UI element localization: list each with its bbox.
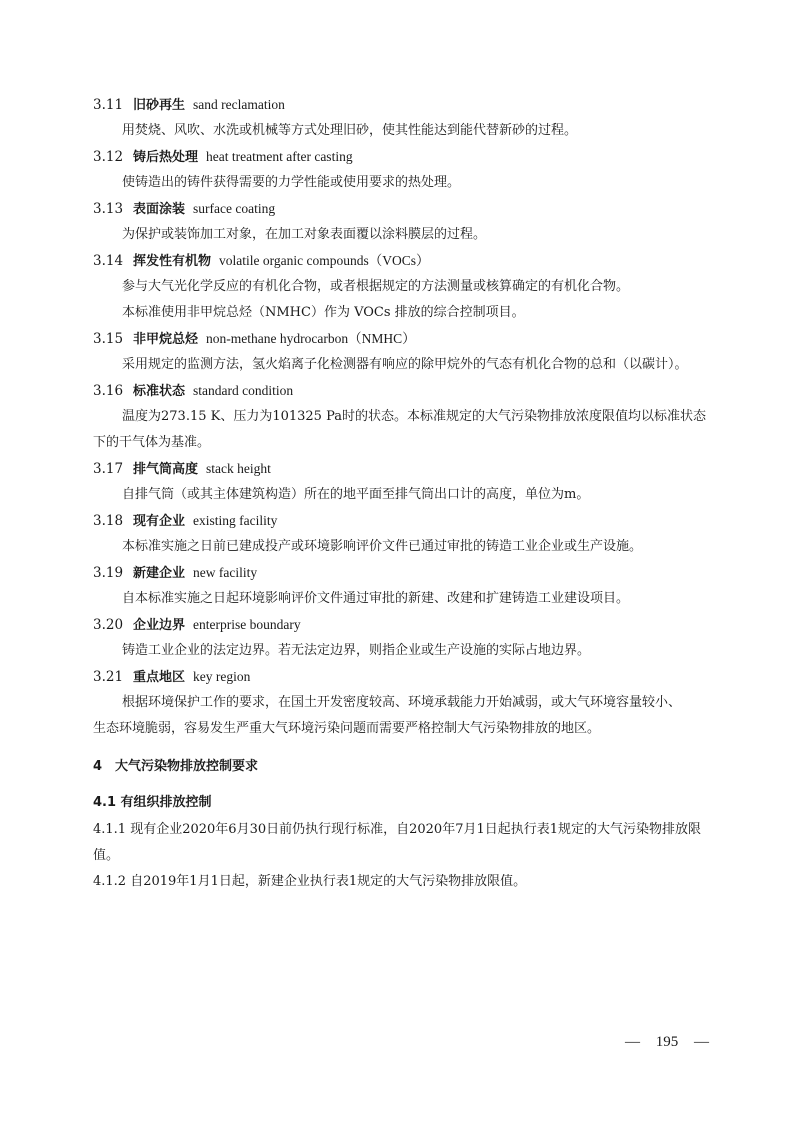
page-number: 195 [655,1034,679,1050]
term-heading [93,512,277,531]
term-chinese: 非甲烷总烃 [133,332,199,347]
paragraph-4-1-2: 4.1.2 自2019年1月1日起，新建企业执行表1规定的大气污染物排放限值。 [93,874,527,889]
term-english: standard condition [193,383,294,398]
page-footer [625,1034,709,1051]
term-heading [93,460,271,479]
term-definition-continuation: 下的干气体为基准。 [93,435,211,450]
term-heading [93,564,257,583]
term-english: volatile organic compounds（VOCs） [219,253,430,268]
term-definition: 采用规定的监测方法，氢火焰离子化检测器有响应的除甲烷外的气态有机化合物的总和（以碳计）。 [122,357,688,372]
footer-dash-left: — [625,1034,640,1050]
subsection-heading: 4.1 有组织排放控制 [93,795,212,810]
term-number: 3.16 [93,383,124,399]
term-chinese: 新建企业 [133,566,186,581]
term-definition: 本标准实施之日前已建成投产或环境影响评价文件已通过审批的铸造工业企业或生产设施。 [122,539,643,554]
term-english: existing facility [193,513,278,528]
term-definition: 根据环境保护工作的要求，在国土开发密度较高、环境承载能力开始减弱，或大气环境容量较小、 [122,695,682,710]
term-heading [93,330,416,349]
term-definition: 参与大气光化学反应的有机化合物，或者根据规定的方法测量或核算确定的有机化合物。 [122,279,630,294]
term-heading [93,382,293,401]
term-heading [93,668,250,687]
term-definition: 本标准使用非甲烷总烃（NMHC）作为 VOCs 排放的综合控制项目。 [122,305,525,320]
term-chinese: 企业边界 [133,618,186,633]
term-english: stack height [206,461,271,476]
term-number: 3.14 [93,253,124,269]
term-definition: 为保护或装饰加工对象，在加工对象表面覆以涂料膜层的过程。 [122,227,487,242]
term-definition: 铸造工业企业的法定边界。若无法定边界，则指企业或生产设施的实际占地边界。 [122,643,591,658]
term-definition: 自排气筒（或其主体建筑构造）所在的地平面至排气筒出口计的高度，单位为m。 [122,487,590,502]
term-definition: 用焚烧、风吹、水洗或机械等方式处理旧砂，使其性能达到能代替新砂的过程。 [122,123,578,138]
term-english: non-methane hydrocarbon（NMHC） [206,331,416,346]
term-chinese: 铸后热处理 [133,150,199,165]
term-definition: 使铸造出的铸件获得需要的力学性能或使用要求的热处理。 [122,175,461,190]
term-english: new facility [193,565,258,580]
term-chinese: 挥发性有机物 [133,254,212,269]
term-english: surface coating [193,201,276,216]
term-english: enterprise boundary [193,617,301,632]
term-definition: 自本标准实施之日起环境影响评价文件通过审批的新建、改建和扩建铸造工业建设项目。 [122,591,630,606]
term-heading [93,148,353,167]
term-heading [93,616,301,635]
paragraph-4-1-1-continuation: 值。 [93,848,120,863]
term-number: 3.13 [93,201,124,217]
term-chinese: 重点地区 [133,670,186,685]
term-number: 3.18 [93,513,124,529]
section-number: 4 [93,759,103,774]
term-number: 3.21 [93,669,124,685]
term-chinese: 旧砂再生 [133,98,186,113]
term-english: heat treatment after casting [206,149,353,164]
term-chinese: 标准状态 [133,384,186,399]
paragraph-4-1-1: 4.1.1 现有企业2020年6月30日前仍执行现行标准，自2020年7月1日起执行表1规定的大气污染物排放限 [93,822,702,837]
term-number: 3.17 [93,461,124,477]
term-heading [93,200,275,219]
term-definition-continuation: 生态环境脆弱，容易发生严重大气环境污染问题而需要严格控制大气污染物排放的地区。 [93,721,601,736]
section-title: 大气污染物排放控制要求 [115,759,259,774]
term-english: sand reclamation [193,97,285,112]
term-number: 3.19 [93,565,124,581]
term-chinese: 表面涂装 [133,202,186,217]
term-number: 3.20 [93,617,124,633]
term-number: 3.15 [93,331,124,347]
term-chinese: 现有企业 [133,514,186,529]
term-number: 3.12 [93,149,124,165]
term-heading [93,96,285,115]
term-heading [93,252,430,271]
term-definition: 温度为273.15 K、压力为101325 Pa时的状态。本标准规定的大气污染物排放浓度限值均以标准状态 [122,409,707,424]
term-number: 3.11 [93,97,124,113]
footer-dash-right: — [694,1034,709,1050]
term-chinese: 排气筒高度 [133,462,199,477]
section-heading [93,758,258,776]
term-english: key region [193,669,251,684]
